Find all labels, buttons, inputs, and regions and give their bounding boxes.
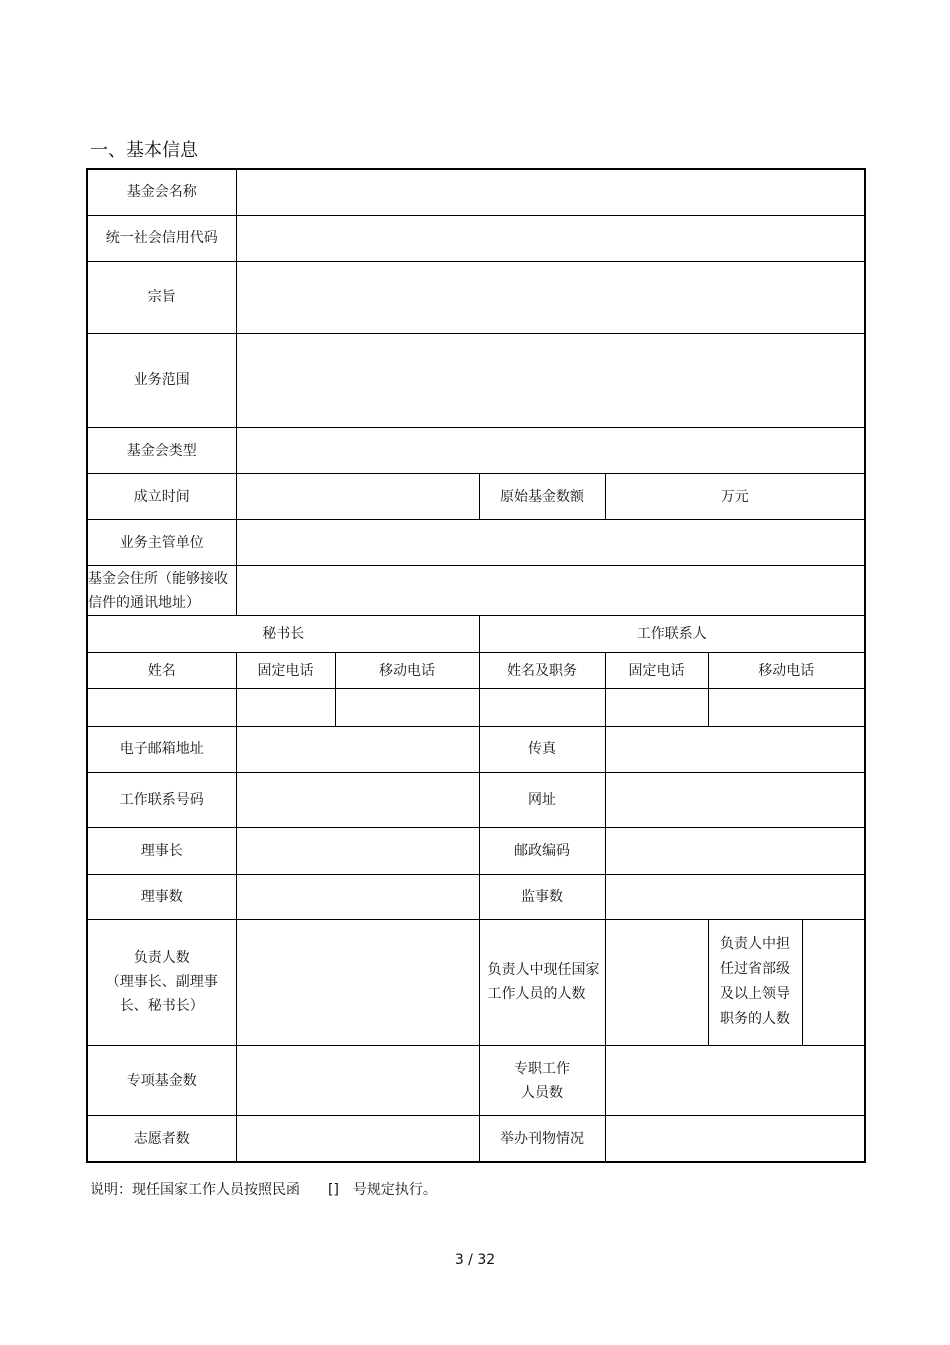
label-postal-code: 邮政编码 bbox=[479, 827, 605, 874]
field-email[interactable] bbox=[236, 726, 479, 772]
label-website: 网址 bbox=[479, 772, 605, 827]
field-supervising-unit[interactable] bbox=[236, 520, 865, 566]
label-established-time: 成立时间 bbox=[87, 474, 236, 520]
label-volunteers: 志愿者数 bbox=[87, 1116, 236, 1162]
header-landline: 固定电话 bbox=[236, 653, 335, 689]
field-work-contact-number[interactable] bbox=[236, 772, 479, 827]
header-secretary-general: 秘书长 bbox=[87, 616, 479, 653]
field-special-funds[interactable] bbox=[236, 1046, 479, 1116]
field-foundation-type[interactable] bbox=[236, 427, 865, 473]
label-email: 电子邮箱地址 bbox=[87, 726, 236, 772]
label-foundation-type: 基金会类型 bbox=[87, 427, 236, 473]
label-purpose: 宗旨 bbox=[87, 261, 236, 333]
label-fulltime-staff: 专职工作 人员数 bbox=[479, 1046, 605, 1116]
basic-info-table bbox=[86, 168, 866, 1163]
label-credit-code: 统一社会信用代码 bbox=[87, 215, 236, 261]
field-sg-landline[interactable] bbox=[236, 689, 335, 726]
label-work-contact-number: 工作联系号码 bbox=[87, 772, 236, 827]
field-sg-name[interactable] bbox=[87, 689, 236, 726]
field-volunteers[interactable] bbox=[236, 1116, 479, 1162]
field-business-scope[interactable] bbox=[236, 333, 865, 427]
header-name: 姓名 bbox=[87, 653, 236, 689]
header-work-contact: 工作联系人 bbox=[479, 616, 865, 653]
label-fax: 传真 bbox=[479, 726, 605, 772]
field-publications[interactable] bbox=[605, 1116, 865, 1162]
label-foundation-name: 基金会名称 bbox=[87, 169, 236, 215]
label-special-funds: 专项基金数 bbox=[87, 1046, 236, 1116]
label-business-scope: 业务范围 bbox=[87, 333, 236, 427]
field-purpose[interactable] bbox=[236, 261, 865, 333]
label-directors-count: 理事数 bbox=[87, 874, 236, 919]
field-postal-code[interactable] bbox=[605, 827, 865, 874]
footnote: 说明：现任国家工作人员按照民函 [] 号规定执行。 bbox=[90, 1182, 437, 1198]
field-supervisors-count[interactable] bbox=[605, 874, 865, 919]
field-original-fund-unit[interactable]: 万元 bbox=[605, 474, 865, 520]
field-contact-name-position[interactable] bbox=[479, 689, 605, 726]
header-name-position: 姓名及职务 bbox=[479, 653, 605, 689]
label-leaders-civil-servants: 负责人中现任国家工作人员的人数 bbox=[479, 919, 605, 1045]
field-leaders-provincial[interactable] bbox=[802, 919, 865, 1045]
label-supervising-unit: 业务主管单位 bbox=[87, 520, 236, 566]
page-number: 3 / 32 bbox=[454, 1252, 496, 1268]
field-fulltime-staff[interactable] bbox=[605, 1046, 865, 1116]
field-fax[interactable] bbox=[605, 726, 865, 772]
field-foundation-name[interactable] bbox=[236, 169, 865, 215]
header-mobile-2: 移动电话 bbox=[708, 653, 865, 689]
field-credit-code[interactable] bbox=[236, 215, 865, 261]
field-website[interactable] bbox=[605, 772, 865, 827]
field-address[interactable] bbox=[236, 566, 865, 616]
field-leaders-count[interactable] bbox=[236, 919, 479, 1045]
header-mobile: 移动电话 bbox=[335, 653, 479, 689]
label-supervisors-count: 监事数 bbox=[479, 874, 605, 919]
field-contact-landline[interactable] bbox=[605, 689, 708, 726]
field-sg-mobile[interactable] bbox=[335, 689, 479, 726]
section-title: 一、基本信息 bbox=[90, 140, 198, 161]
field-established-time[interactable] bbox=[236, 474, 479, 520]
label-original-fund: 原始基金数额 bbox=[479, 474, 605, 520]
field-chairman[interactable] bbox=[236, 827, 479, 874]
label-leaders-count: 负责人数 （理事长、副理事长、秘书长） bbox=[87, 919, 236, 1045]
label-leaders-provincial: 负责人中担任过省部级及以上领导职务的人数 bbox=[708, 919, 802, 1045]
label-publications: 举办刊物情况 bbox=[479, 1116, 605, 1162]
field-directors-count[interactable] bbox=[236, 874, 479, 919]
header-landline-2: 固定电话 bbox=[605, 653, 708, 689]
field-contact-mobile[interactable] bbox=[708, 689, 865, 726]
field-leaders-civil-servants[interactable] bbox=[605, 919, 708, 1045]
label-address: 基金会住所（能够接收信件的通讯地址） bbox=[87, 566, 236, 616]
label-chairman: 理事长 bbox=[87, 827, 236, 874]
